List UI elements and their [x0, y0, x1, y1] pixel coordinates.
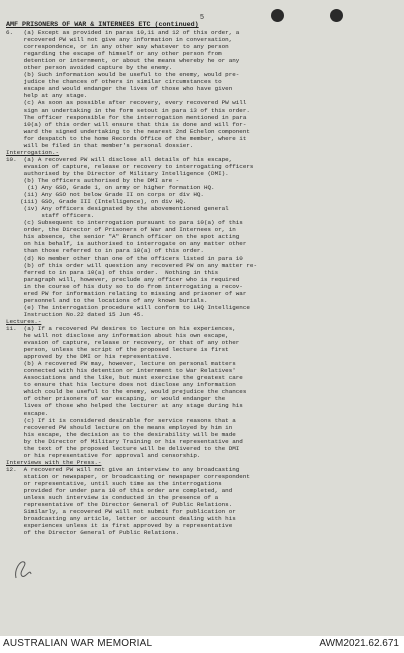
text-line: to ensure that his lecture does not disclose any information: [6, 381, 236, 389]
text-line: for despatch to the home Records Office of the member, where it: [6, 134, 247, 142]
text-line: personnel and to the locations of any known burials.: [6, 296, 208, 304]
text-line: evasion of capture, release or recovery to interrogating officers: [6, 162, 254, 170]
text-line: staff officers.: [6, 212, 95, 220]
text-line: (b) of this order will question any recovered PW on any matter re-: [6, 261, 257, 269]
text-line: order, the Director of Prisoners of War and Internees or, in: [6, 226, 236, 234]
text-line: (c) Subsequent to interrogation pursuant to para 10(a) of this: [6, 219, 243, 227]
text-line: 10. (a) A recovered PW will disclose all details of his escape,: [6, 155, 233, 163]
text-line: which could be useful to the enemy, would prejudice the chances: [6, 388, 247, 396]
text-line: (b) Such information would be useful to the enemy, would pre-: [6, 71, 240, 79]
footer-bar: [0, 636, 404, 653]
text-line: or representative, until such time as the interrogations: [6, 480, 222, 487]
text-line: will be filed in that member's personal dossier.: [6, 141, 194, 149]
text-line: (c) As soon as possible after recovery, every recovered PW will: [6, 99, 247, 107]
text-line: person, unless the script of the proposed lecture is first: [6, 346, 229, 354]
text-line: provided for under para 10 of this order are completed, and: [6, 487, 233, 495]
text-line: Associations and the like, but must exercise the greatest care: [6, 374, 243, 382]
page-title: AMF PRISONERS OF WAR & INTERNEES ETC (continued): [6, 21, 199, 29]
text-line: representative of the Director General of Public Relations.: [6, 501, 233, 509]
section-heading: Interviews with the Press.-: [6, 458, 102, 466]
text-line: (b) The officers authorised by the DMI are -: [6, 176, 180, 184]
text-line: Similarly, a recovered PW will not submit for publication or: [6, 508, 236, 516]
text-line: the text of the proposed lecture will be delivered to the DMI: [6, 444, 240, 452]
text-line: The officer responsible for the interrogation mentioned in para: [6, 113, 247, 121]
text-line: on his behalf, is authorised to interrogate on any matter other: [6, 240, 247, 248]
text-line: in the course of his duty so to do from interrogating a recov-: [6, 282, 243, 290]
footer-credit: AUSTRALIAN WAR MEMORIAL: [3, 638, 153, 649]
text-line: ward the signed undertaking to the nearest 2nd Echelon component: [6, 127, 250, 135]
text-line: unless such interview is conducted in the presence of a: [6, 494, 219, 502]
text-line: (e) The interrogation procedure will conform to LHQ Intelligence: [6, 303, 250, 311]
text-line: station or newspaper, or broadcasting or newspaper correspondent: [6, 472, 250, 480]
text-line: judice the chances of others in similar circumstances to: [6, 78, 222, 86]
text-line: detention or internment, or about the means whereby he or any: [6, 57, 240, 65]
text-line: 10(a) of this order will ensure that this is done and will for-: [6, 120, 247, 128]
text-line: his escape, the decision as to the desirability will be made: [6, 430, 236, 438]
text-line: other person avoided capture by the enemy.: [6, 64, 173, 72]
text-line: (c) If it is considered desirable for service reasons that a: [6, 416, 236, 424]
text-line: he will not disclose any information about his own escape,: [6, 332, 229, 340]
text-line: of other prisoners of war escaping, or would endanger the: [6, 395, 226, 403]
text-line: authorised by the Director of Military Intelligence (DMI).: [6, 169, 229, 177]
text-line: paragraph will, however, preclude any officer who is required: [6, 275, 240, 283]
text-line: his absence, the senior "A" Branch officer on the spot acting: [6, 233, 240, 241]
page-number: 5: [199, 14, 205, 22]
text-line: evasion of capture, release or recovery, or that of any other: [6, 339, 240, 347]
text-line: approved by the DMI or his representative.: [6, 353, 173, 361]
text-line: 12. A recovered PW will not give an interview to any broadcasting: [6, 465, 240, 473]
text-line: (d) No member other than one of the officers listed in para 10: [6, 254, 243, 262]
text-line: (ii) Any GSO not below Grade II on corps or div HQ.: [6, 191, 204, 199]
document-body: [6, 29, 398, 536]
text-line: ferred to in para 10(a) of this order. Nothing in this: [6, 268, 219, 276]
text-line: help at any stage.: [6, 92, 88, 100]
text-line: lives of those who helped the lecturer at any stage during his: [6, 402, 243, 410]
section-heading: Lectures.-: [6, 317, 42, 325]
text-line: experiences unless it is first approved by a representative: [6, 522, 233, 530]
text-line: correspondence, or in any other way whatever to any person: [6, 43, 229, 51]
text-line: ered PW for information relating to missing and prisoner of war: [6, 289, 247, 297]
handwritten-mark: [12, 556, 34, 582]
text-line: by the Director of Military Training or his representative and: [6, 437, 243, 445]
text-line: Instruction No.22 dated 15 Jun 45.: [6, 310, 144, 318]
text-line: recovered PW should lecture on the means employed by him in: [6, 423, 233, 431]
text-line: than those referred to in para 10(a) of this order.: [6, 247, 204, 255]
text-line: regarding the escape of himself or any other person from: [6, 50, 222, 58]
footer-accession-number: AWM2021.62.671: [319, 638, 399, 649]
text-line: 11. (a) If a recovered PW desires to lecture on his experiences,: [6, 324, 236, 332]
text-line: escape.: [6, 409, 49, 417]
text-line: 6. (a) Except as provided in paras 10,11 and 12 of this order, a: [6, 29, 240, 36]
text-line: (b) A recovered PW may, however, lecture on personal matters: [6, 360, 236, 368]
text-line: sign an undertaking in the form setout in para 13 of this order.: [6, 106, 250, 114]
text-line: (iv) Any officers designated by the abovementioned general: [6, 205, 229, 213]
text-line: (iii) GSO, Grade III (Intelligence), on div HQ.: [6, 198, 187, 206]
text-line: of the Director General of Public Relations.: [6, 529, 180, 537]
text-line: or his representative for approval and censorship.: [6, 451, 201, 459]
text-line: connected with his detention or internment to War Relatives': [6, 367, 236, 375]
text-line: (i) Any GSO, Grade 1, on army or higher formation HQ.: [6, 184, 215, 192]
text-line: escape and would endanger the lives of those who have given: [6, 85, 233, 93]
text-line: recovered PW will not give any information in conversation,: [6, 36, 233, 44]
text-line: broadcasting any article, letter or account dealing with his: [6, 515, 236, 523]
section-heading: Interrogation.-: [6, 148, 60, 156]
